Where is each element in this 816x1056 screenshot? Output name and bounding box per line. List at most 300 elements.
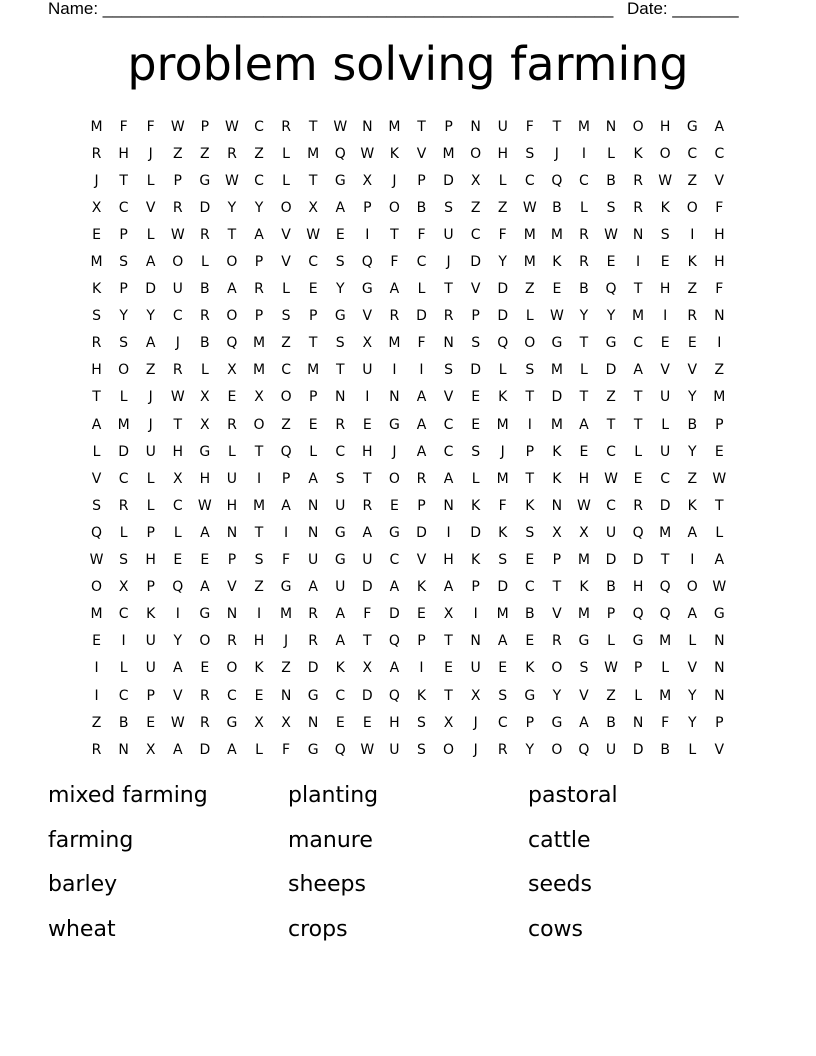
grid-letter: G <box>361 281 373 298</box>
grid-letter: K <box>471 497 481 514</box>
grid-letter: N <box>307 524 319 541</box>
grid-letter: H <box>226 497 238 514</box>
grid-letter: T <box>552 579 562 596</box>
grid-row <box>83 276 733 303</box>
grid-letter: Y <box>579 308 589 325</box>
grid-letter: M <box>307 362 320 379</box>
grid-letter: V <box>91 470 102 487</box>
grid-letter: K <box>525 497 535 514</box>
grid-letter: U <box>660 389 671 406</box>
grid-row <box>83 140 733 167</box>
grid-row <box>83 736 733 763</box>
grid-letter: O <box>226 308 238 325</box>
grid-letter: G <box>334 552 346 569</box>
grid-letter: A <box>335 606 346 623</box>
grid-letter: G <box>605 335 617 352</box>
grid-letter: T <box>633 416 643 433</box>
grid-row <box>83 574 733 601</box>
grid-letter: A <box>200 524 210 541</box>
grid-letter: M <box>252 497 266 514</box>
grid-letter: C <box>579 172 589 189</box>
grid-letter: E <box>498 660 508 677</box>
grid-letter: K <box>660 199 670 216</box>
grid-letter: M <box>523 226 536 243</box>
grid-letter: K <box>633 145 643 162</box>
grid-letter: F <box>715 281 724 298</box>
grid-letter: C <box>524 579 535 596</box>
grid-letter: Y <box>146 308 155 325</box>
grid-letter: Q <box>605 281 617 298</box>
grid-letter: N <box>443 335 454 352</box>
grid-letter: V <box>687 362 698 379</box>
grid-letter: L <box>309 443 318 460</box>
grid-letter: I <box>365 226 370 243</box>
grid-letter: H <box>253 633 265 650</box>
grid-letter: A <box>200 579 210 596</box>
grid-letter: Z <box>606 687 616 704</box>
grid-letter: J <box>392 443 397 460</box>
grid-letter: R <box>118 497 129 514</box>
grid-letter: P <box>444 118 453 135</box>
grid-letter: Q <box>632 606 644 623</box>
grid-letter: W <box>197 497 212 514</box>
grid-letter: E <box>579 443 589 460</box>
grid-letter: P <box>227 552 237 569</box>
grid-letter: L <box>634 443 642 460</box>
grid-letter: R <box>308 633 319 650</box>
grid-letter: V <box>227 579 237 596</box>
grid-letter: E <box>92 633 101 650</box>
grid-letter: P <box>471 308 480 325</box>
grid-letter: K <box>552 470 562 487</box>
grid-letter: X <box>362 335 373 352</box>
grid-letter: T <box>363 470 372 487</box>
grid-letter: E <box>606 254 616 271</box>
grid-letter: W <box>549 308 564 325</box>
grid-letter: Q <box>659 579 671 596</box>
grid-letter: X <box>254 389 264 406</box>
grid-letter: C <box>497 714 508 731</box>
grid-letter: Z <box>470 199 481 216</box>
grid-letter: N <box>470 633 481 650</box>
grid-letter: B <box>606 714 616 731</box>
grid-letter: N <box>307 714 319 731</box>
grid-letter: C <box>118 687 129 704</box>
grid-letter: T <box>633 281 643 298</box>
grid-letter: V <box>281 254 291 271</box>
grid-letter: T <box>92 389 101 406</box>
grid-letter: K <box>498 389 508 406</box>
grid-letter: D <box>416 308 427 325</box>
grid-letter: D <box>361 687 373 704</box>
grid-letter: D <box>470 254 482 271</box>
grid-letter: N <box>714 660 725 677</box>
grid-letter: D <box>416 524 427 541</box>
grid-letter: L <box>688 741 697 758</box>
grid-letter: Y <box>254 199 264 216</box>
grid-letter: X <box>91 199 102 216</box>
grid-letter: G <box>199 172 211 189</box>
grid-letter: W <box>225 172 239 189</box>
grid-letter: I <box>527 416 532 433</box>
grid-letter: O <box>253 416 265 433</box>
grid-letter: R <box>227 145 237 162</box>
grid-letter: T <box>119 172 128 189</box>
grid-letter: X <box>552 524 562 541</box>
grid-letter: I <box>419 660 424 677</box>
grid-letter: V <box>552 606 562 623</box>
grid-letter: U <box>145 660 156 677</box>
grid-letter: W <box>89 552 104 569</box>
grid-letter: C <box>687 145 698 162</box>
word-list-item: sheeps <box>288 872 366 897</box>
grid-letter: M <box>577 552 590 569</box>
grid-letter: I <box>690 552 695 569</box>
grid-letter: A <box>362 524 373 541</box>
grid-letter: G <box>334 308 346 325</box>
grid-letter: L <box>525 308 534 325</box>
grid-letter: K <box>525 660 535 677</box>
grid-letter: H <box>714 226 725 243</box>
grid-letter: X <box>443 606 454 623</box>
grid-letter: M <box>90 118 103 135</box>
word-list-item: cattle <box>528 827 591 853</box>
grid-letter: G <box>686 118 698 135</box>
grid-letter: L <box>661 416 670 433</box>
grid-letter: U <box>362 552 373 569</box>
grid-letter: W <box>306 226 321 243</box>
grid-letter: Y <box>687 687 697 704</box>
grid-letter: T <box>552 118 562 135</box>
grid-letter: W <box>225 118 239 135</box>
grid-letter: H <box>714 254 725 271</box>
grid-letter: V <box>579 687 589 704</box>
grid-letter: C <box>118 606 129 623</box>
grid-letter: M <box>388 335 401 352</box>
grid-letter: E <box>200 660 210 677</box>
grid-letter: V <box>660 362 670 379</box>
grid-letter: U <box>335 579 346 596</box>
grid-letter: B <box>579 281 589 298</box>
grid-letter: C <box>633 335 643 352</box>
grid-letter: X <box>118 579 129 596</box>
grid-letter: P <box>308 389 318 406</box>
grid-letter: F <box>661 714 670 731</box>
grid-letter: H <box>145 552 156 569</box>
grid-letter: A <box>497 633 508 650</box>
grid-letter: L <box>146 172 155 189</box>
grid-letter: A <box>227 741 237 758</box>
grid-letter: H <box>443 552 454 569</box>
grid-letter: A <box>254 226 264 243</box>
grid-letter: S <box>579 660 589 677</box>
grid-letter: C <box>172 308 183 325</box>
grid-letter: R <box>362 497 373 514</box>
grid-letter: S <box>471 443 481 460</box>
grid-letter: I <box>473 606 478 623</box>
grid-letter: Y <box>525 741 535 758</box>
worksheet-header <box>48 0 748 20</box>
grid-letter: I <box>94 660 99 677</box>
grid-letter: D <box>361 579 373 596</box>
grid-letter: Y <box>335 281 345 298</box>
grid-letter: L <box>282 281 290 298</box>
word-list-item: manure <box>288 827 373 853</box>
grid-letter: C <box>443 443 454 460</box>
grid-letter: Y <box>552 687 562 704</box>
grid-letter: K <box>254 660 264 677</box>
grid-letter: X <box>200 389 210 406</box>
grid-letter: V <box>470 281 481 298</box>
grid-letter: U <box>497 118 508 135</box>
grid-letter: D <box>632 552 644 569</box>
grid-letter: G <box>578 633 590 650</box>
grid-letter: A <box>389 660 400 677</box>
grid-letter: X <box>254 714 264 731</box>
grid-letter: S <box>254 552 264 569</box>
grid-letter: P <box>633 660 643 677</box>
grid-letter: R <box>199 226 210 243</box>
grid-letter: A <box>714 552 725 569</box>
grid-letter: E <box>552 281 562 298</box>
grid-letter: C <box>335 443 346 460</box>
grid-letter: I <box>419 362 424 379</box>
grid-letter: C <box>443 416 454 433</box>
grid-letter: Q <box>497 335 509 352</box>
grid-letter: O <box>280 389 292 406</box>
grid-letter: E <box>362 714 372 731</box>
grid-letter: D <box>199 741 211 758</box>
grid-letter: T <box>363 633 372 650</box>
grid-letter: W <box>604 470 618 487</box>
grid-letter: T <box>660 552 670 569</box>
grid-letter: Q <box>632 524 644 541</box>
grid-letter: G <box>524 687 536 704</box>
grid-letter: R <box>633 172 643 189</box>
grid-letter: T <box>525 389 535 406</box>
grid-letter: C <box>308 254 319 271</box>
grid-row <box>83 682 733 709</box>
grid-letter: F <box>498 497 507 514</box>
grid-letter: A <box>687 606 698 623</box>
grid-letter: S <box>119 254 129 271</box>
grid-letter: X <box>579 524 589 541</box>
grid-letter: X <box>362 660 373 677</box>
grid-letter: X <box>172 470 183 487</box>
grid-letter: E <box>335 714 345 731</box>
grid-letter: Y <box>687 714 697 731</box>
grid-letter: W <box>170 118 185 135</box>
grid-letter: Z <box>281 660 291 677</box>
grid-letter: N <box>632 226 644 243</box>
grid-letter: R <box>633 497 643 514</box>
grid-letter: E <box>687 335 697 352</box>
grid-letter: I <box>690 226 695 243</box>
grid-letter: C <box>118 199 129 216</box>
grid-letter: L <box>200 254 209 271</box>
grid-letter: S <box>525 145 535 162</box>
grid-letter: H <box>578 470 590 487</box>
grid-letter: F <box>417 335 426 352</box>
grid-row <box>83 194 733 221</box>
grid-letter: R <box>579 226 589 243</box>
grid-letter: Z <box>254 145 264 162</box>
grid-letter: E <box>308 416 318 433</box>
grid-letter: O <box>226 660 238 677</box>
word-list-item: planting <box>288 783 379 808</box>
grid-letter: O <box>659 145 671 162</box>
grid-letter: S <box>660 226 670 243</box>
grid-letter: K <box>389 145 399 162</box>
grid-letter: A <box>416 389 427 406</box>
grid-letter: N <box>226 606 238 623</box>
grid-letter: R <box>281 118 291 135</box>
grid-letter: E <box>362 416 372 433</box>
grid-letter: A <box>443 579 454 596</box>
grid-letter: N <box>443 497 454 514</box>
grid-letter: C <box>714 145 725 162</box>
grid-letter: R <box>687 308 698 325</box>
grid-letter: S <box>335 470 345 487</box>
grid-letter: Z <box>200 145 210 162</box>
grid-letter: Q <box>280 443 292 460</box>
grid-letter: S <box>417 714 426 731</box>
word-list-item: crops <box>288 916 348 942</box>
grid-letter: S <box>444 199 453 216</box>
grid-row <box>83 167 733 194</box>
grid-letter: O <box>199 633 211 650</box>
grid-letter: E <box>417 606 426 623</box>
grid-letter: T <box>390 226 399 243</box>
grid-letter: M <box>550 362 563 379</box>
grid-letter: P <box>606 606 616 623</box>
grid-letter: J <box>284 633 289 650</box>
grid-letter: M <box>659 633 672 650</box>
grid-letter: A <box>335 633 346 650</box>
grid-letter: W <box>522 199 537 216</box>
grid-letter: W <box>712 470 727 487</box>
grid-row <box>83 655 733 682</box>
grid-letter: Z <box>172 145 183 162</box>
grid-letter: W <box>658 172 673 189</box>
grid-letter: U <box>172 281 183 298</box>
grid-letter: P <box>552 552 562 569</box>
grid-letter: C <box>416 254 427 271</box>
grid-row <box>83 492 733 519</box>
grid-letter: B <box>200 335 210 352</box>
grid-letter: T <box>444 687 453 704</box>
grid-letter: G <box>632 633 644 650</box>
grid-letter: C <box>281 362 291 379</box>
grid-letter: U <box>443 226 454 243</box>
grid-letter: A <box>633 362 643 379</box>
grid-letter: T <box>444 281 453 298</box>
grid-letter: L <box>255 741 263 758</box>
grid-letter: S <box>498 552 508 569</box>
grid-letter: I <box>581 145 587 162</box>
grid-letter: V <box>172 687 183 704</box>
grid-letter: Q <box>659 606 671 623</box>
grid-letter: V <box>362 308 373 325</box>
grid-letter: D <box>199 199 211 216</box>
grid-letter: A <box>389 281 400 298</box>
grid-letter: Q <box>551 172 563 189</box>
grid-letter: L <box>580 199 588 216</box>
grid-letter: P <box>200 118 210 135</box>
grid-letter: C <box>254 172 264 189</box>
grid-letter: T <box>715 497 724 514</box>
grid-letter: W <box>360 145 375 162</box>
grid-letter: Z <box>281 416 291 433</box>
grid-letter: S <box>119 335 129 352</box>
grid-letter: O <box>443 741 455 758</box>
grid-letter: V <box>714 172 725 189</box>
grid-letter: A <box>335 199 346 216</box>
grid-letter: V <box>145 199 156 216</box>
grid-letter: W <box>170 226 185 243</box>
grid-row <box>83 357 733 384</box>
grid-letter: M <box>523 254 536 271</box>
grid-letter: D <box>470 362 482 379</box>
grid-letter: R <box>199 714 210 731</box>
grid-letter: H <box>199 470 211 487</box>
grid-letter: G <box>334 172 346 189</box>
name-field-label: Name: ______________________________________________________ <box>48 0 614 18</box>
grid-letter: J <box>446 254 451 271</box>
grid-letter: E <box>335 226 345 243</box>
grid-letter: B <box>118 714 129 731</box>
grid-letter: E <box>660 254 670 271</box>
grid-letter: E <box>525 633 535 650</box>
grid-letter: I <box>94 687 99 704</box>
grid-letter: P <box>471 579 480 596</box>
grid-letter: N <box>335 389 346 406</box>
grid-letter: Q <box>91 524 103 541</box>
grid-letter: V <box>416 145 427 162</box>
grid-letter: S <box>525 362 535 379</box>
grid-letter: P <box>715 416 724 433</box>
grid-letter: M <box>659 524 672 541</box>
grid-letter: M <box>90 254 103 271</box>
grid-letter: O <box>226 254 238 271</box>
grid-letter: Y <box>173 633 183 650</box>
grid-letter: P <box>146 687 155 704</box>
grid-letter: N <box>389 389 400 406</box>
grid-letter: Z <box>254 579 264 596</box>
grid-letter: K <box>416 579 427 596</box>
grid-letter: O <box>91 579 103 596</box>
grid-letter: G <box>307 687 319 704</box>
grid-letter: D <box>389 606 400 623</box>
grid-letter: S <box>92 308 101 325</box>
grid-letter: L <box>282 145 290 162</box>
grid-letter: C <box>254 118 264 135</box>
grid-letter: O <box>551 741 563 758</box>
grid-letter: R <box>172 199 183 216</box>
grid-letter: O <box>470 145 482 162</box>
grid-letter: K <box>552 254 562 271</box>
grid-letter: R <box>497 741 508 758</box>
grid-letter: F <box>119 118 128 135</box>
grid-letter: W <box>333 118 348 135</box>
grid-letter: D <box>497 579 509 596</box>
grid-letter: M <box>632 308 645 325</box>
grid-letter: J <box>94 172 99 189</box>
grid-letter: J <box>473 714 478 731</box>
grid-letter: J <box>148 389 153 406</box>
grid-letter: Y <box>119 308 128 325</box>
grid-letter: B <box>606 172 616 189</box>
